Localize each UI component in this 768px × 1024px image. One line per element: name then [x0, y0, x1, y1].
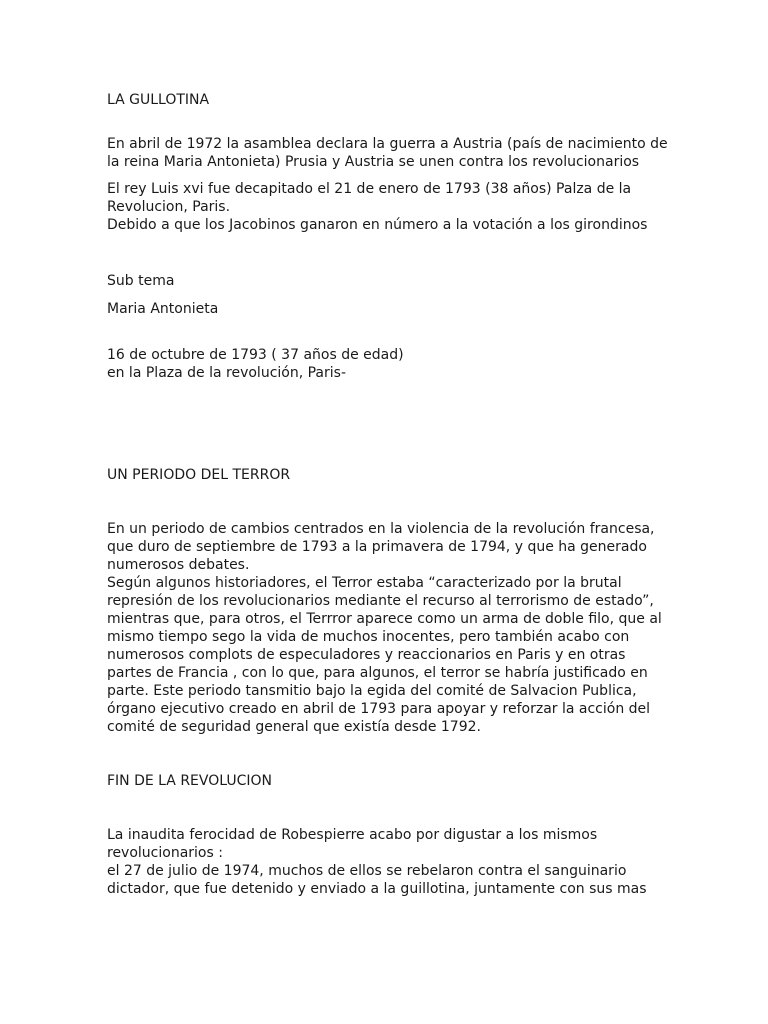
subtopic-title: Maria Antonieta: [107, 301, 219, 317]
paragraph-war-declaration: En abril de 1972 la asamblea declara la guerra a Austria (país de nacimiento de la reina Maria Antonieta) Prusia y Austria se unen contra los revolucionarios: [107, 136, 668, 170]
paragraph-end-revolution: La inaudita ferocidad de Robespierre acabo por digustar a los mismos revolucionarios : el 27 de julio de 1974, muchos de ellos se rebelaron contra el sanguinario dictador, que fue detenido y enviado a la guillotina, juntamente con sus mas: [107, 827, 647, 897]
subtopic-label: Sub tema: [107, 273, 175, 289]
heading-terror: UN PERIODO DEL TERROR: [107, 467, 291, 483]
paragraph-queen-execution: 16 de octubre de 1793 ( 37 años de edad) en la Plaza de la revolución, Paris-: [107, 347, 404, 381]
paragraph-king-execution: El rey Luis xvi fue decapitado el 21 de enero de 1793 (38 años) Palza de la Revolucion, Paris. Debido a que los Jacobinos ganaron en número a la votación a los girondinos: [107, 181, 648, 233]
document-title: LA GULLOTINA: [107, 92, 210, 108]
heading-end-revolution: FIN DE LA REVOLUCION: [107, 773, 272, 789]
paragraph-terror: En un periodo de cambios centrados en la violencia de la revolución francesa, que duro de septiembre de 1793 a la primavera de 1794, y que ha generado numerosos debates. Según algunos historiadores, el Terror estaba “caracterizado por la brutal represión de los revolucionarios mediante el recurso al terrorismo de estado”, mientras que, para otros, el Terrror aparece como un arma de doble filo, que al mismo tiempo sego la vida de muchos inocentes, pero también acabo con numerosos complots de especuladores y reaccionarios en Paris y en otras partes de Francia , con lo que, para algunos, el terror se habría justificado en parte. Este periodo tansmitio bajo la egida del comité de Salvacion Publica, órgano ejecutivo creado en abril de 1793 para apoyar y reforzar la acción del comité de seguridad general que existía desde 1792.: [107, 521, 662, 735]
